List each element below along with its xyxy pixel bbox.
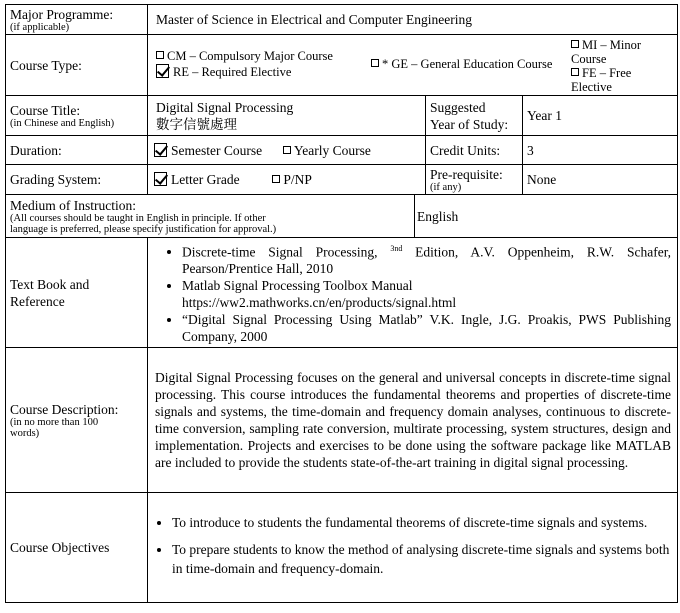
objective-item-1: • To introduce to students the fundamental theorems of discrete-time signals and systems. — [172, 513, 671, 532]
row-major-programme — [6, 5, 678, 35]
year-of-study-value: Year 1 — [523, 96, 678, 136]
textbook-label-2: Reference — [10, 293, 65, 309]
grading-label: Grading System: — [6, 165, 148, 195]
description-label: Course Description: — [10, 401, 119, 417]
objective-item-2: • To prepare students to know the method of analysing discrete-time signals and systems both in time-domain and frequency-domain. — [172, 540, 671, 578]
textbook-item-1-b: Edition, A.V. Oppenheim, R.W. Schafer, Pearson/Prentice Hall, 2010 — [182, 244, 672, 277]
cm-checkbox[interactable] — [156, 51, 164, 59]
medium-label-cell — [6, 195, 415, 238]
major-programme-label: Major Programme: — [10, 6, 114, 22]
medium-label: Medium of Instruction: — [10, 197, 136, 213]
duration-label: Duration: — [6, 136, 148, 165]
row-textbook — [6, 238, 678, 348]
description-label-cell — [6, 348, 148, 493]
option-cm[interactable] — [156, 49, 333, 63]
row-medium — [6, 195, 678, 238]
medium-value: English — [415, 195, 678, 238]
year-of-study-label-cell — [426, 96, 523, 136]
row-description — [6, 348, 678, 493]
objectives-list — [152, 513, 671, 578]
prereq-label-cell — [426, 165, 523, 195]
row-objectives — [6, 493, 678, 603]
row-course-title — [6, 96, 678, 136]
row-grading — [6, 165, 678, 195]
major-programme-value: Master of Science in Electrical and Computer Engineering — [148, 5, 678, 35]
yearly-label: Yearly Course — [293, 142, 371, 158]
textbook-label-cell — [6, 238, 148, 348]
option-fe[interactable] — [571, 66, 671, 94]
letter-grade-label: Letter Grade — [171, 172, 240, 187]
textbook-item-1-a: Discrete-time Signal Processing, — [182, 244, 391, 260]
textbook-item-3: • “Digital Signal Processing Using Matlab” V.K. Ingle, J.G. Proakis, PWS Publishing Company, 2000 — [182, 311, 671, 345]
year-of-study-label-2: Year of Study: — [430, 116, 509, 132]
prereq-value: None — [523, 165, 678, 195]
textbook-item-2 — [182, 277, 671, 311]
medium-note-2: language is preferred, please specify justification for approval.) — [10, 223, 277, 235]
major-programme-sub: (if applicable) — [10, 21, 70, 33]
course-type-label: Course Type: — [6, 35, 148, 96]
option-ge[interactable] — [371, 57, 552, 71]
objectives-label: Course Objectives — [6, 493, 148, 603]
course-title-value-cell — [148, 96, 426, 136]
textbook-item-2-link[interactable]: https://ww2.mathworks.cn/en/products/signal.html — [182, 295, 457, 311]
fe-checkbox[interactable] — [571, 68, 579, 76]
textbook-item-2-a: • Matlab Signal Processing Toolbox Manual — [182, 278, 413, 294]
re-checkbox[interactable] — [156, 64, 169, 78]
cm-label: CM – Compulsory Major Course — [167, 49, 333, 63]
course-title-english: Digital Signal Processing — [156, 99, 294, 115]
re-label: RE – Required Elective — [173, 65, 292, 79]
textbook-item-1 — [182, 240, 671, 278]
course-title-label: Course Title: — [10, 102, 81, 118]
row-duration — [6, 136, 678, 165]
ge-label: * GE – General Education Course — [382, 57, 553, 71]
course-form-table — [5, 4, 678, 603]
mi-checkbox[interactable] — [571, 40, 579, 48]
credit-units-label: Credit Units: — [426, 136, 523, 165]
objectives-cell — [148, 493, 678, 603]
letter-grade-checkbox[interactable] — [154, 172, 167, 186]
ge-checkbox[interactable] — [371, 59, 379, 67]
fe-label: FE – Free Elective — [571, 66, 632, 94]
credit-units-value: 3 — [523, 136, 678, 165]
course-type-options — [148, 35, 678, 96]
semester-checkbox[interactable] — [154, 143, 167, 157]
prereq-label: Pre-requisite: — [430, 166, 503, 182]
medium-note-1: (All courses should be taught in English in principle. If other — [10, 212, 266, 224]
row-course-type — [6, 35, 678, 96]
textbook-list-cell — [148, 238, 678, 348]
grading-options — [148, 165, 426, 195]
yearly-checkbox[interactable] — [283, 146, 291, 154]
textbook-list — [152, 240, 671, 346]
option-mi[interactable] — [571, 38, 671, 66]
course-title-chinese: 數字信號處理 — [156, 116, 237, 132]
major-programme-label-cell — [6, 5, 148, 35]
pnp-checkbox[interactable] — [272, 175, 280, 183]
pnp-label: P/NP — [283, 172, 312, 187]
prereq-sub: (if any) — [430, 181, 462, 193]
duration-options — [148, 136, 426, 165]
description-sub: (in no more than 100 words) — [10, 416, 99, 439]
mi-label: MI – Minor Course — [571, 38, 642, 66]
option-re[interactable] — [156, 64, 291, 79]
description-text: Digital Signal Processing focuses on the general and universal concepts in discrete-time signal processing. This course introduces the fundamental theorems and properties of discrete-time signals and systems, the time-domain and frequency domain analyses, continuous to discrete-time conversion, sampling rate conversion, multirate processing, system structures, design and implementation. Projects and exercises to be done using the software package like MATLAB are included to provide the students state-of-the-art training in digital signal processing. — [148, 348, 678, 493]
textbook-label-1: Text Book and — [10, 276, 90, 292]
course-title-label-cell — [6, 96, 148, 136]
course-title-sub: (in Chinese and English) — [10, 117, 115, 129]
year-of-study-label-1: Suggested — [430, 99, 486, 115]
semester-label: Semester Course — [171, 142, 263, 158]
textbook-item-1-sup: 3nd — [390, 243, 403, 253]
